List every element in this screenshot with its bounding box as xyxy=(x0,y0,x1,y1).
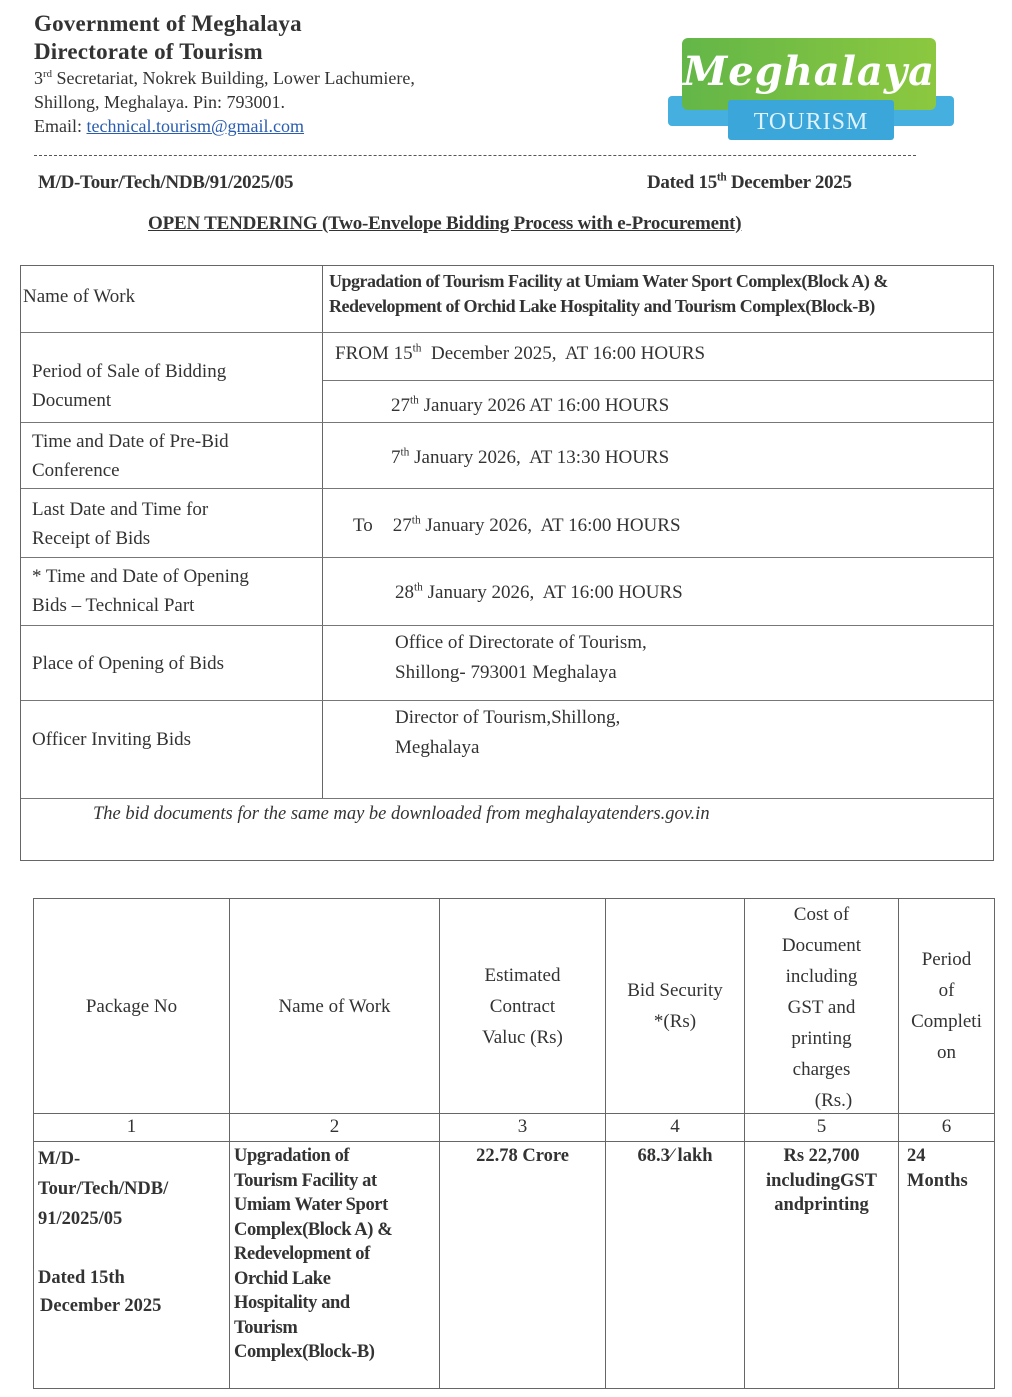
label-pre-bid-2: Conference xyxy=(32,460,120,481)
meghalaya-tourism-logo xyxy=(668,38,954,142)
label-name-of-work: Name of Work xyxy=(23,286,136,307)
label-opening-2: Bids – Technical Part xyxy=(32,595,195,616)
sale-to: 27th January 2026 AT 16:00 HOURS xyxy=(391,394,670,416)
label-pre-bid-1: Time and Date of Pre-Bid xyxy=(32,431,229,452)
cell-bid-security: 68.3⁄ lakh xyxy=(637,1146,713,1166)
download-note: The bid documents for the same may be downloaded from meghalayatenders.gov.in xyxy=(93,804,710,824)
col-completion-period: Period of Completi on 6 24 Months xyxy=(899,899,994,1388)
row-receipt xyxy=(21,489,993,558)
cell-package-no: M/D- Tour/Tech/NDB/ 91/2025/05 Dated 15th December 2025 xyxy=(38,1149,169,1316)
reference-number: M/D-Tour/Tech/NDB/91/2025/05 xyxy=(38,172,294,193)
logo-tourism-text: TOURISM xyxy=(753,109,869,135)
header-completion-period: Period of Completi on xyxy=(899,899,994,1114)
label-receipt-1: Last Date and Time for xyxy=(32,499,209,520)
header-bid-security: Bid Security *(Rs) xyxy=(606,899,744,1114)
place-line-1: Office of Directorate of Tourism, xyxy=(395,632,647,653)
reference-date: Dated 15th December 2025 xyxy=(647,171,852,193)
row-sale-period xyxy=(21,333,993,423)
cell-document-cost: Rs 22,700 includingGST andprinting xyxy=(765,1146,878,1215)
officer-line-1: Director of Tourism,Shillong, xyxy=(395,707,621,728)
package-table xyxy=(33,898,995,1389)
letterhead xyxy=(34,10,554,138)
logo-script-text: Meghalaya xyxy=(683,48,935,95)
cell-name-of-work: Upgradation of Tourism Facility at Umiam Water Sport Complex(Block A) & Redevelopment of Orchid Lake Hospitality and Tourism Complex(Block-B) xyxy=(234,1146,393,1362)
work-name-line-2: Redevelopment of Orchid Lake Hospitality and Tourism Complex(Block-B) xyxy=(329,296,875,316)
header-name-of-work: Name of Work xyxy=(230,899,439,1114)
tender-summary-table xyxy=(20,265,994,861)
row-officer xyxy=(21,701,993,799)
row-opening xyxy=(21,558,993,626)
cell-completion-period: 24 Months xyxy=(907,1146,968,1191)
opening-value: 28th January 2026, AT 16:00 HOURS xyxy=(395,581,683,603)
tender-heading: OPEN TENDERING (Two-Envelope Bidding Process with e-Procurement) xyxy=(148,213,742,234)
header-document-cost: Cost of Document including GST and printing charges (Rs.) xyxy=(745,899,898,1114)
label-sale-period-2: Document xyxy=(32,390,112,411)
email-line: Email: technical.tourism@gmail.com xyxy=(34,116,305,136)
row-place xyxy=(21,626,993,701)
receipt-value: To 27th January 2026, AT 16:00 HOURS xyxy=(353,514,681,536)
label-sale-period-1: Period of Sale of Bidding xyxy=(32,361,227,382)
header-package-no: Package No xyxy=(34,899,229,1114)
address-line-1: 3rd Secretariat, Nokrek Building, Lower Lachumiere, xyxy=(34,68,415,88)
address-line-2: Shillong, Meghalaya. Pin: 793001. xyxy=(34,92,285,112)
sale-from: FROM 15th December 2025, AT 16:00 HOURS xyxy=(335,342,706,364)
label-place: Place of Opening of Bids xyxy=(32,653,225,674)
label-receipt-2: Receipt of Bids xyxy=(32,528,151,549)
pre-bid-value: 7th January 2026, AT 13:30 HOURS xyxy=(391,446,670,468)
header-estimated-value: Estimated Contract Valuc (Rs) xyxy=(440,899,605,1114)
work-name-line-1: Upgradation of Tourism Facility at Umiam Water Sport Complex(Block A) & xyxy=(329,271,888,291)
col-document-cost: Cost of Document including GST and printing charges (Rs.) 5 Rs 22,700 includingGST andprinting xyxy=(745,899,899,1388)
row-pre-bid xyxy=(21,423,993,489)
row-name-of-work xyxy=(21,266,993,333)
org-name: Government of Meghalaya xyxy=(34,11,302,36)
col-name-of-work: Name of Work 2 Upgradation of Tourism Facility at Umiam Water Sport Complex(Block A) & Redevelopment of Orchid Lake Hospitality and Tourism Complex(Block-B) xyxy=(230,899,440,1388)
email-link[interactable]: technical.tourism@gmail.com xyxy=(86,116,305,136)
col-package-no: Package No 1 M/D- Tour/Tech/NDB/ 91/2025/05 Dated 15th December 2025 xyxy=(34,899,230,1388)
place-line-2: Shillong- 793001 Meghalaya xyxy=(395,662,617,683)
dashed-divider xyxy=(34,155,916,156)
col-estimated-value: Estimated Contract Valuc (Rs) 3 22.78 Crore xyxy=(440,899,606,1388)
officer-line-2: Meghalaya xyxy=(395,737,480,758)
sale-divider xyxy=(323,380,993,381)
department-name: Directorate of Tourism xyxy=(34,39,263,64)
cell-estimated-value: 22.78 Crore xyxy=(476,1146,569,1166)
label-opening-1: * Time and Date of Opening xyxy=(32,566,249,587)
label-officer: Officer Inviting Bids xyxy=(32,729,192,750)
col-bid-security: Bid Security *(Rs) 4 68.3⁄ lakh xyxy=(606,899,745,1388)
